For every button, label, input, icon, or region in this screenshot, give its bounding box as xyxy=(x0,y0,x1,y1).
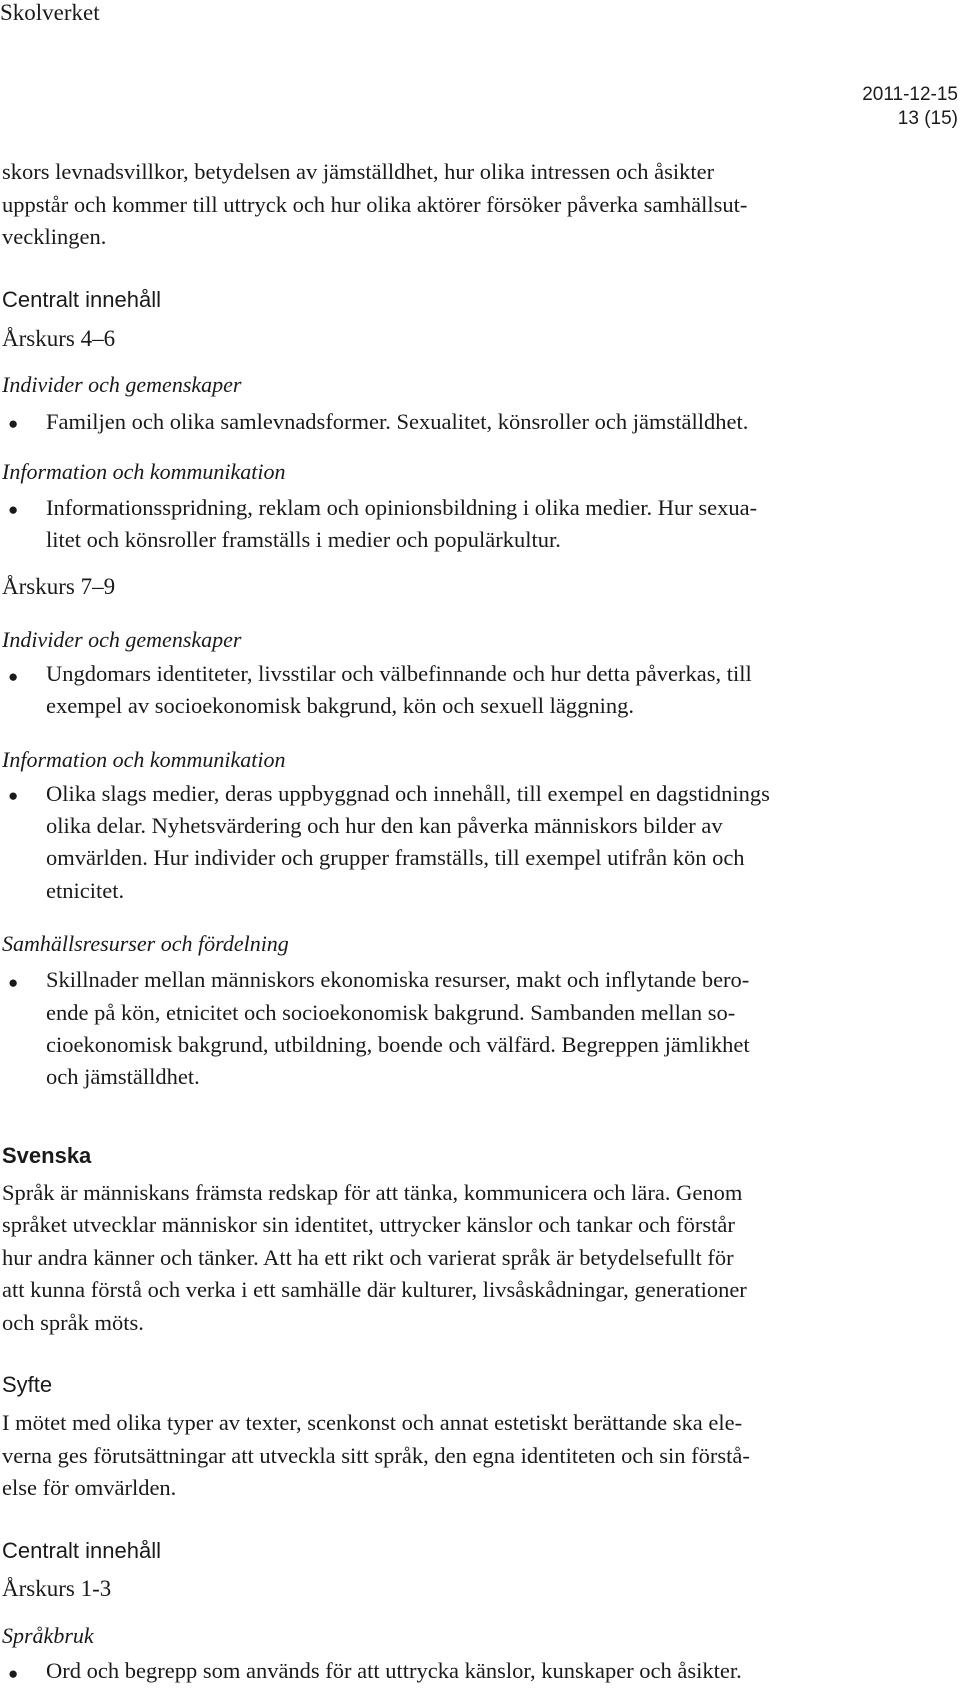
bullet-icon: ● xyxy=(8,500,19,519)
category-heading: Individer och gemenskaper xyxy=(2,627,242,652)
paragraph-line: språket utvecklar människor sin identitet, uttrycker känslor och tankar och förstår xyxy=(2,1212,735,1237)
bullet-text: olika delar. Nyhetsvärdering och hur den kan påverka människors bilder av xyxy=(46,813,723,838)
category-heading: Samhällsresurser och fördelning xyxy=(2,931,289,956)
bullet-text: Ord och begrepp som används för att uttrycka känslor, kunskaper och åsikter. xyxy=(46,1658,742,1683)
bullet-icon: ● xyxy=(8,973,19,992)
paragraph-line: hur andra känner och tänker. Att ha ett rikt och varierat språk är betydelsefullt för xyxy=(2,1245,734,1270)
bullet-text: exempel av socioekonomisk bakgrund, kön och sexuell läggning. xyxy=(46,693,634,718)
paragraph-line: att kunna förstå och verka i ett samhälle där kulturer, livsåskådningar, generationer xyxy=(2,1277,747,1302)
bullet-text: cioekonomisk bakgrund, utbildning, boende och välfärd. Begreppen jämlikhet xyxy=(46,1032,750,1057)
category-heading: Språkbruk xyxy=(2,1623,94,1648)
category-heading: Individer och gemenskaper xyxy=(2,372,242,397)
bullet-text: Informationsspridning, reklam och opinionsbildning i olika medier. Hur sexua- xyxy=(46,495,758,520)
bullet-text: Familjen och olika samlevnadsformer. Sexualitet, könsroller och jämställdhet. xyxy=(46,409,749,434)
paragraph-line: verna ges förutsättningar att utveckla sitt språk, den egna identiteten och sin förstå- xyxy=(2,1443,750,1468)
paragraph-line: else för omvärlden. xyxy=(2,1475,177,1500)
document-date: 2011-12-15 xyxy=(862,84,958,105)
paragraph-line: skors levnadsvillkor, betydelsen av jämställdhet, hur olika intressen och åsikter xyxy=(2,159,715,184)
grade-heading: Årskurs 1-3 xyxy=(2,1576,112,1601)
grade-heading: Årskurs 7–9 xyxy=(2,574,116,599)
bullet-text: omvärlden. Hur individer och grupper framställs, till exempel utifrån kön och xyxy=(46,845,745,870)
paragraph-line: vecklingen. xyxy=(2,224,107,249)
section-heading-syfte: Syfte xyxy=(2,1372,53,1397)
section-heading-central: Centralt innehåll xyxy=(2,287,161,312)
bullet-text: Olika slags medier, deras uppbyggnad och innehåll, till exempel en dagstidnings xyxy=(46,781,770,806)
category-heading: Information och kommunikation xyxy=(2,747,286,772)
page-number: 13 (15) xyxy=(897,108,958,129)
bullet-text: etnicitet. xyxy=(46,878,125,903)
bullet-text: Skillnader mellan människors ekonomiska resurser, makt och inflytande bero- xyxy=(46,967,750,992)
bullet-icon: ● xyxy=(8,667,19,686)
paragraph-line: uppstår och kommer till uttryck och hur olika aktörer försöker påverka samhällsut- xyxy=(2,192,748,217)
paragraph-line: Språk är människans främsta redskap för att tänka, kommunicera och lära. Genom xyxy=(2,1180,743,1205)
bullet-text: litet och könsroller framställs i medier och populärkultur. xyxy=(46,527,561,552)
grade-heading: Årskurs 4–6 xyxy=(2,326,116,351)
bullet-text: Ungdomars identiteter, livsstilar och välbefinnande och hur detta påverkas, till xyxy=(46,661,752,686)
bullet-text: ende på kön, etnicitet och socioekonomisk bakgrund. Sambanden mellan so- xyxy=(46,1000,736,1025)
paragraph-line: I mötet med olika typer av texter, scenkonst och annat estetiskt berättande ska ele- xyxy=(2,1410,743,1435)
bullet-icon: ● xyxy=(8,414,19,433)
document-header-org: Skolverket xyxy=(0,0,100,25)
subject-heading: Svenska xyxy=(2,1143,92,1168)
paragraph-line: och språk möts. xyxy=(2,1310,144,1335)
section-heading-central: Centralt innehåll xyxy=(2,1538,161,1563)
bullet-icon: ● xyxy=(8,786,19,805)
bullet-text: och jämställdhet. xyxy=(46,1064,200,1089)
bullet-icon: ● xyxy=(8,1664,19,1683)
category-heading: Information och kommunikation xyxy=(2,459,286,484)
